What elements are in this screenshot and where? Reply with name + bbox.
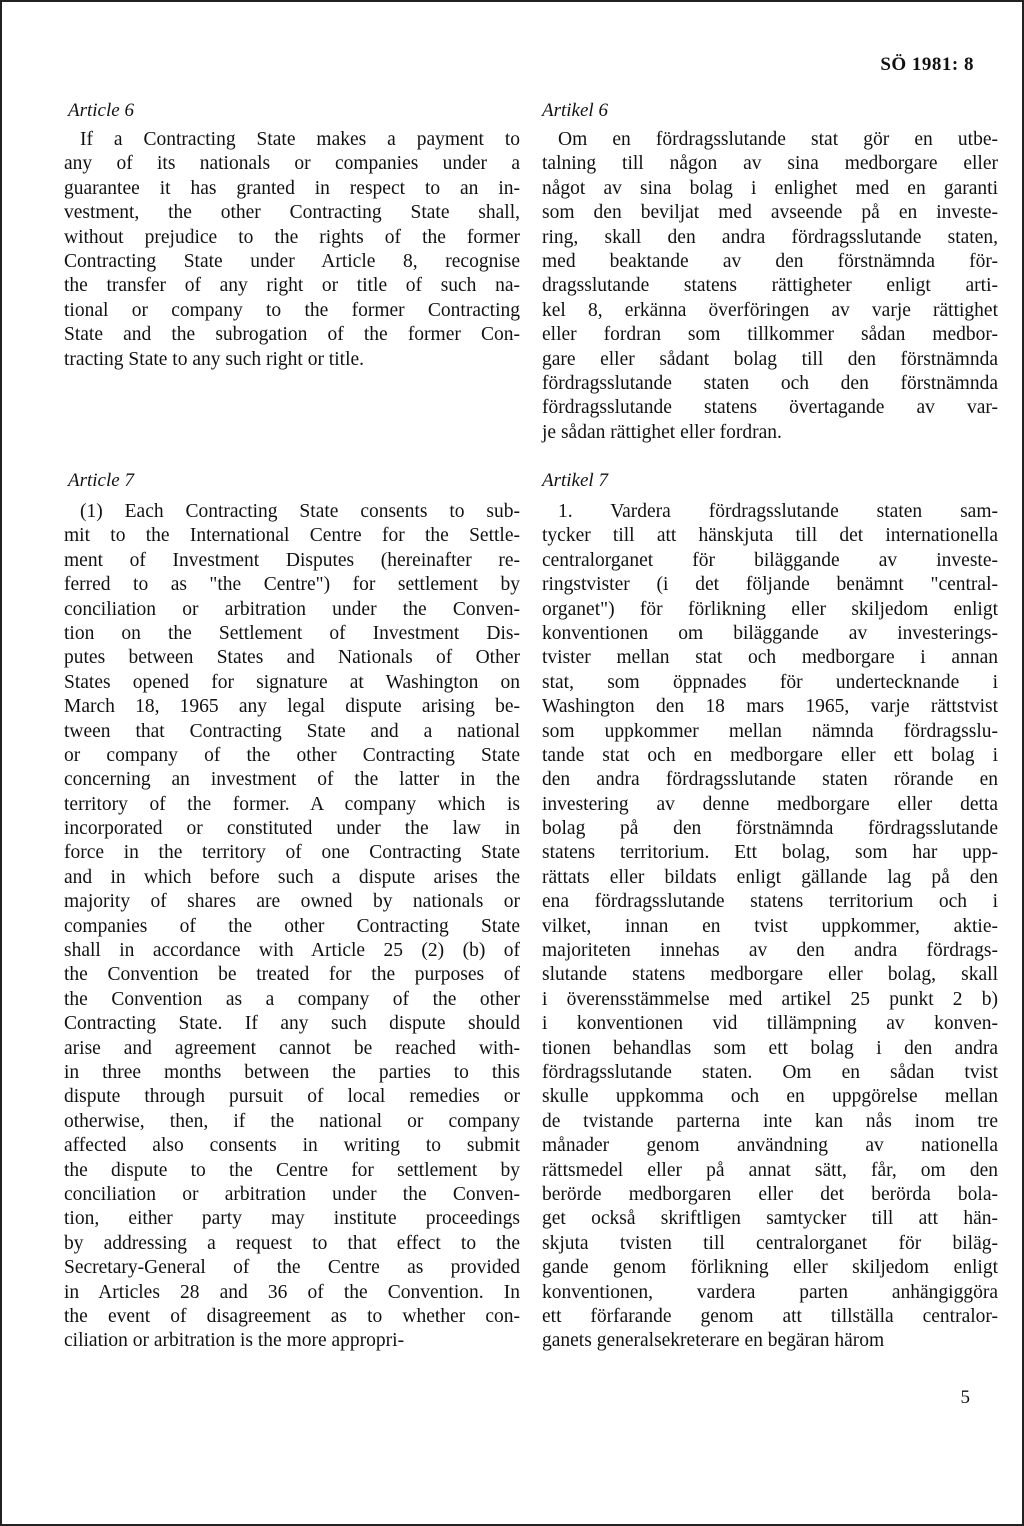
text-line: tional or company to the former Contracting: [64, 299, 520, 321]
text-line: ciliation or arbitration is the more appropri-: [64, 1330, 405, 1352]
text-line: in Articles 28 and 36 of the Convention. In: [64, 1281, 520, 1303]
text-line: shall in accordance with Article 25 (2) (b) of: [64, 940, 520, 962]
text-line: ferred to as "the Centre") for settlement by: [64, 574, 520, 596]
text-line: som den beviljat med avseende på en investe-: [542, 202, 998, 224]
text-line: get också skriftligen samtycker till att hän-: [542, 1208, 998, 1230]
text-line: något av sina bolag i enlighet med en garanti: [542, 177, 998, 199]
artikel-7-heading: Artikel 7: [542, 470, 608, 491]
text-line: fördragsslutande statens övertagande av var-: [542, 397, 998, 419]
text-line: incorporated or constituted under the law in: [64, 818, 520, 840]
article-6-text: [64, 128, 520, 372]
text-line: den andra fördragsslutande staten rörande en: [542, 769, 998, 791]
text-line: otherwise, then, if the national or company: [64, 1110, 520, 1132]
text-line: statens territorium. Ett bolag, som har upp-: [542, 842, 998, 864]
article-7-heading: Article 7: [68, 470, 134, 491]
text-line: fördragsslutande staten. Om en sådan tvist: [542, 1061, 998, 1083]
text-line: tvister mellan stat och medborgare i annan: [542, 647, 998, 669]
text-line: the Convention as a company of the other: [64, 988, 520, 1010]
text-line: med beaktande av den förstnämnda för-: [542, 250, 998, 272]
text-line: Secretary-General of the Centre as provided: [64, 1257, 520, 1279]
text-line: any of its nationals or companies under a: [64, 153, 520, 175]
text-line: fördragsslutande staten och den förstnämnda: [542, 372, 998, 394]
text-line: the dispute to the Centre for settlement by: [64, 1159, 520, 1181]
text-line: skulle uppkomma och en uppgörelse mellan: [542, 1086, 998, 1108]
text-line: affected also consents in writing to submit: [64, 1135, 520, 1157]
text-line: dragsslutande statens rättigheter enligt arti-: [542, 275, 998, 297]
article-7-text: [64, 500, 520, 1354]
text-line: dispute through pursuit of local remedies or: [64, 1086, 520, 1108]
text-line: State and the subrogation of the former Con-: [64, 324, 520, 346]
text-line: companies of the other Contracting State: [64, 915, 520, 937]
text-line: konventionen om biläggande av investerings-: [542, 622, 998, 644]
text-line: gande genom förlikning eller skiljedom enligt: [542, 1257, 998, 1279]
text-line: rättats eller bildats enligt gällande lag på den: [542, 866, 998, 888]
text-line: skjuta tvisten till centralorganet för biläg-: [542, 1232, 998, 1254]
text-line: tion, either party may institute proceedings: [64, 1208, 520, 1230]
artikel-6-text: [542, 128, 998, 445]
text-line: tracting State to any such right or title.: [64, 348, 365, 370]
text-line: ganets generalsekreterare en begäran härom: [542, 1330, 885, 1352]
text-line: tion on the Settlement of Investment Dis-: [64, 622, 520, 644]
page-number: 5: [960, 1387, 970, 1408]
text-line: vilket, innan en tvist uppkommer, aktie-: [542, 915, 998, 937]
text-line: the transfer of any right or title of such na-: [64, 275, 520, 297]
text-line: ment of Investment Disputes (hereinafter re-: [64, 549, 520, 571]
text-line: ena fördragsslutande statens territorium och i: [542, 891, 998, 913]
text-line: (1) Each Contracting State consents to sub-: [80, 501, 520, 522]
artikel-7-text: [542, 500, 998, 1354]
text-line: concerning an investment of the latter in the: [64, 769, 520, 791]
text-line: je sådan rättighet eller fordran.: [542, 421, 782, 443]
text-line: i överensstämmelse med artikel 25 punkt 2 b): [542, 988, 998, 1010]
text-line: majoriteten innehas av den andra fördrags-: [542, 940, 998, 962]
document-header: SÖ 1981: 8: [880, 54, 974, 75]
text-line: slutande statens medborgare eller bolag, skall: [542, 964, 998, 986]
text-line: gare eller sådant bolag till den förstnämnda: [542, 348, 998, 370]
text-line: States opened for signature at Washington on: [64, 671, 520, 693]
text-line: the Convention be treated for the purposes of: [64, 964, 520, 986]
text-line: månader genom användning av nationella: [542, 1135, 998, 1157]
text-line: stat, som öppnades för undertecknande i: [542, 671, 998, 693]
text-line: Contracting State. If any such dispute should: [64, 1013, 520, 1035]
text-line: tande stat och en medborgare eller ett bolag i: [542, 744, 998, 766]
text-line: in three months between the parties to this: [64, 1061, 520, 1083]
text-line: mit to the International Centre for the Settle-: [64, 525, 520, 547]
text-line: ett förfarande genom att tillställa centralor-: [542, 1305, 998, 1327]
text-line: conciliation or arbitration under the Conven-: [64, 1183, 520, 1205]
text-line: and in which before such a dispute arises the: [64, 866, 520, 888]
text-line: som uppkommer mellan nämnda fördragsslu-: [542, 720, 998, 742]
text-line: If a Contracting State makes a payment to: [80, 129, 520, 150]
text-line: de tvistande parterna inte kan nås inom tre: [542, 1110, 998, 1132]
text-line: organet") för förlikning eller skiljedom enligt: [542, 598, 998, 620]
text-line: by addressing a request to that effect to the: [64, 1232, 520, 1254]
text-line: konventionen, vardera parten anhängiggöra: [542, 1281, 998, 1303]
text-line: investering av denne medborgare eller detta: [542, 793, 998, 815]
text-line: March 18, 1965 any legal dispute arising be-: [64, 696, 520, 718]
text-line: tween that Contracting State and a national: [64, 720, 520, 742]
text-line: tionen behandlas som ett bolag i den andra: [542, 1037, 998, 1059]
text-line: bolag på den förstnämnda fördragsslutande: [542, 818, 998, 840]
text-line: majority of shares are owned by nationals or: [64, 891, 520, 913]
text-line: Om en fördragsslutande stat gör en utbe-: [558, 129, 998, 150]
text-line: the event of disagreement as to whether con-: [64, 1305, 520, 1327]
text-line: Contracting State under Article 8, recognise: [64, 250, 520, 272]
article-6-heading: Article 6: [68, 100, 134, 121]
text-line: force in the territory of one Contracting State: [64, 842, 520, 864]
text-line: tycker till att hänskjuta till det internationella: [542, 525, 998, 547]
artikel-6-heading: Artikel 6: [542, 100, 608, 121]
text-line: i konventionen vid tillämpning av konven-: [542, 1013, 998, 1035]
text-line: ringstvister (i det följande benämnt "central-: [542, 574, 998, 596]
text-line: berörde medborgaren eller det berörda bola-: [542, 1183, 998, 1205]
text-line: centralorganet för biläggande av investe-: [542, 549, 998, 571]
text-line: vestment, the other Contracting State shall,: [64, 202, 520, 224]
text-line: rättsmedel eller på annat sätt, får, om den: [542, 1159, 998, 1181]
text-line: putes between States and Nationals of Other: [64, 647, 520, 669]
text-line: 1. Vardera fördragsslutande staten sam-: [558, 501, 998, 522]
text-line: ring, skall den andra fördragsslutande staten,: [542, 226, 998, 248]
text-line: guarantee it has granted in respect to an in-: [64, 177, 520, 199]
text-line: eller fordran som tillkommer sådan medbor-: [542, 324, 998, 346]
text-line: conciliation or arbitration under the Conven-: [64, 598, 520, 620]
text-line: territory of the former. A company which is: [64, 793, 520, 815]
text-line: arise and agreement cannot be reached with-: [64, 1037, 520, 1059]
text-line: Washington den 18 mars 1965, varje rättstvist: [542, 696, 998, 718]
text-line: or company of the other Contracting State: [64, 744, 520, 766]
text-line: without prejudice to the rights of the former: [64, 226, 520, 248]
text-line: talning till någon av sina medborgare eller: [542, 153, 998, 175]
text-line: kel 8, erkänna överföringen av varje rättighet: [542, 299, 998, 321]
